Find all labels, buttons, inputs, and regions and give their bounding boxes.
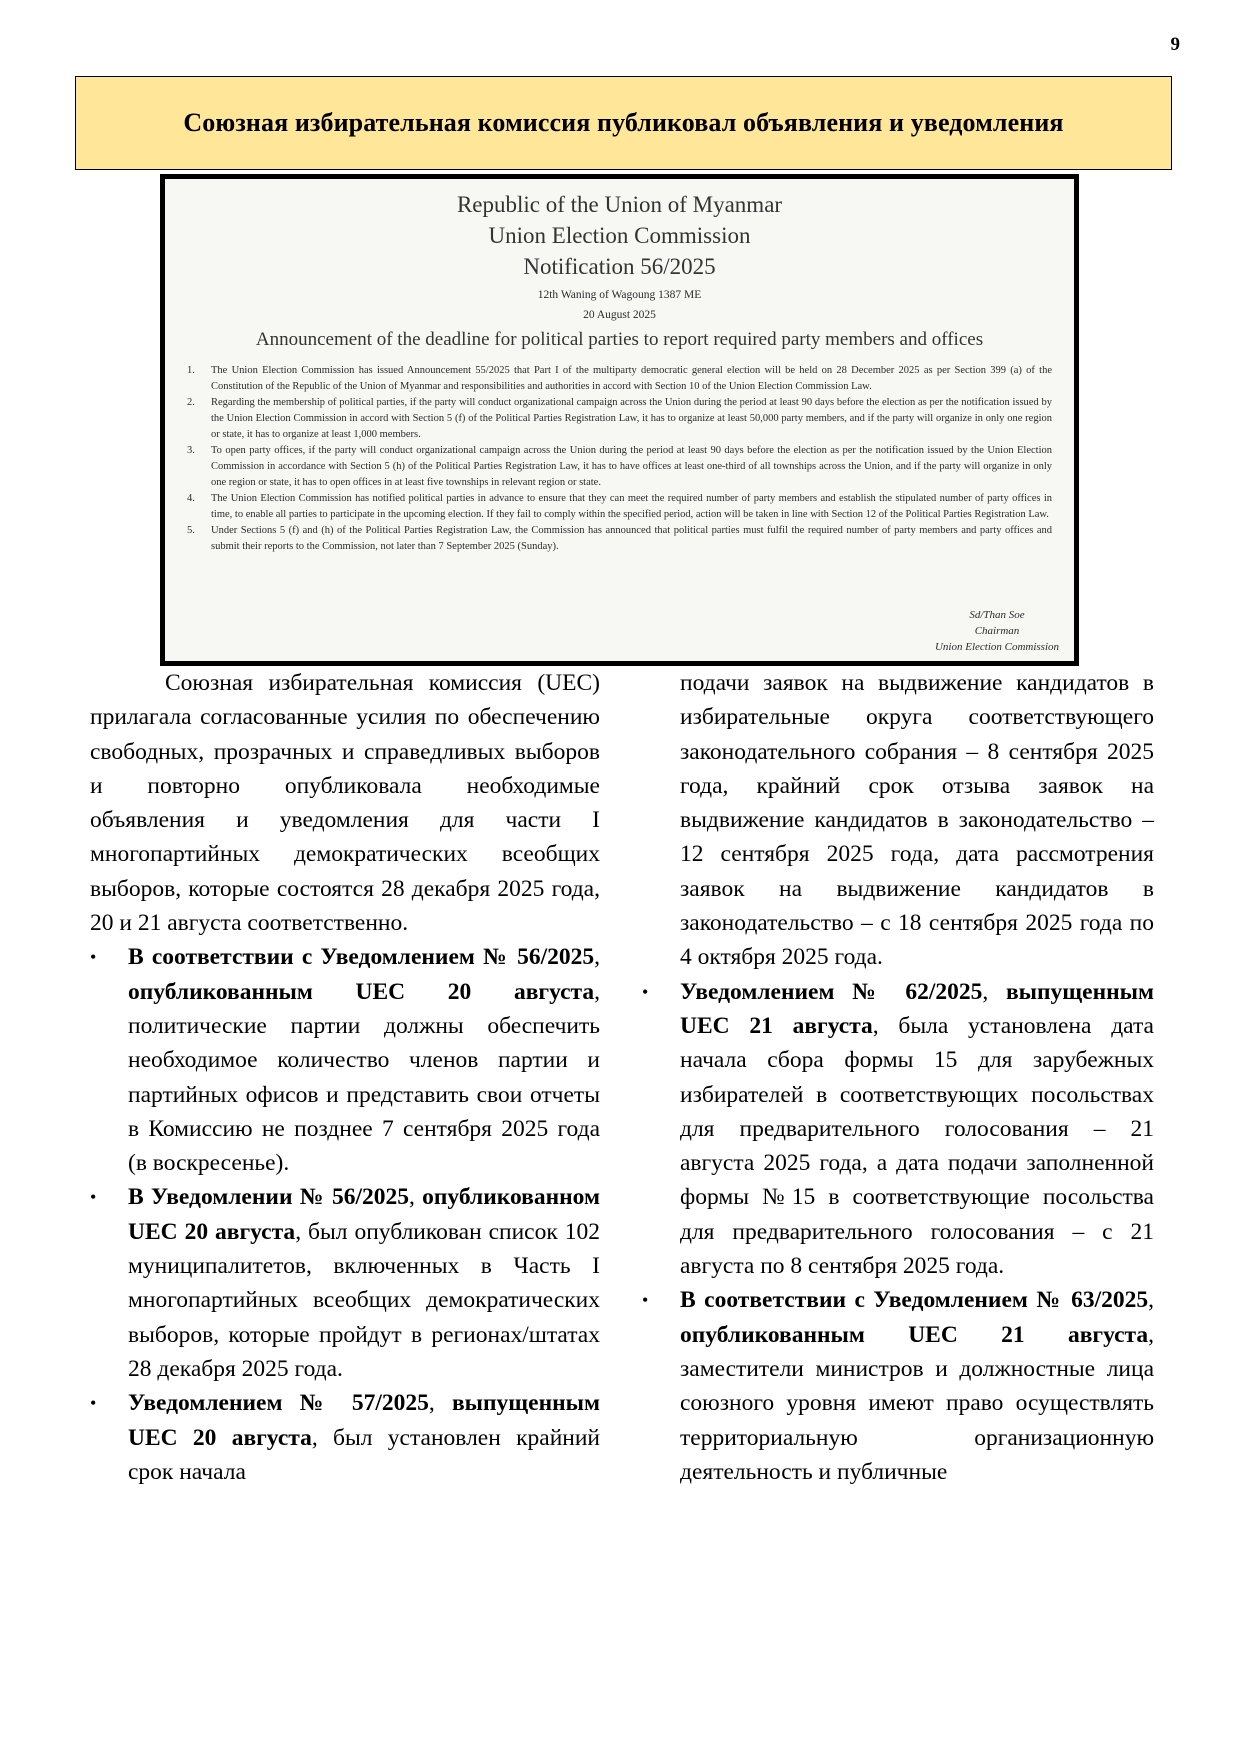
bullet-bold-lead: Уведомлением № 62/2025 — [680, 978, 983, 1005]
notice-item-text: To open party offices, if the party will conduct organizational campaign across the Union during the period at least 90 days before the election as per the notification issued by the Union Election Commission in accordance with Section 5 (h) of the Political Parties Registration Law, it has to have offices at least one-third of all townships across the Union, and if the party will organize in only one region or state, it has to open offices in at least five townships in relevant region or state. — [211, 445, 1052, 488]
bullet-bold-source: выпущенным UEC 20 августа — [128, 1390, 601, 1451]
title-banner — [75, 76, 1172, 170]
notice-item — [187, 363, 1052, 395]
bullet-item — [90, 940, 600, 1180]
bullet-icon: • — [90, 1187, 97, 1208]
notice-item-text: The Union Election Commission has issued Announcement 55/2025 that Part I of the multiparty democratic general election will be held on 28 December 2025 as per Section 399 (a) of the Constitution of the Republic of the Union of Myanmar and responsibilities and authorities in accord with Section 10 of the Union Election Commission Law. — [211, 365, 1052, 392]
notice-date: 20 August 2025 — [583, 309, 656, 321]
bullet-bold-lead: В соответствии с Уведомлением № 63/2025 — [680, 1287, 1149, 1314]
page-number: 9 — [1170, 34, 1180, 55]
notice-item-number: 1. — [187, 365, 195, 376]
notice-item-text: The Union Election Commission has notified political parties in advance to ensure that they can meet the required number of party members and establish the stipulated number of party offices in time, to enable all parties to participate in the upcoming election. If they fail to comply within the specified period, action will be taken in line with Section 12 of the Political Parties Registration Law. — [211, 493, 1052, 520]
notice-subject: Announcement of the deadline for political parties to report required party members and offices — [255, 329, 984, 350]
notice-item-number: 3. — [187, 445, 195, 456]
bullet-item — [90, 1386, 600, 1489]
bullet-bold-lead: В соответствии с Уведомлением № 56/2025 — [128, 944, 595, 971]
notice-item-number: 5. — [187, 525, 195, 536]
bullet-bold-source: опубликованном UEC 20 августа — [128, 1184, 600, 1245]
notice-item — [187, 523, 1052, 555]
left-column — [90, 666, 600, 1489]
signatory-title: Chairman — [974, 625, 1020, 637]
bullet-bold-lead: Уведомлением № 57/2025 — [128, 1390, 429, 1417]
signatory-organization: Union Election Commission — [934, 641, 1060, 653]
notice-item — [187, 395, 1052, 443]
bullet-text: , заместители министров и должностные лица союзного уровня имеют право осуществлять территориальную организационную деятельность и публичные — [680, 1321, 1154, 1485]
bullet-item — [90, 1180, 600, 1386]
bullet-icon: • — [642, 981, 649, 1002]
bullet-icon: • — [90, 1393, 97, 1414]
bullet-separator: , — [982, 978, 1006, 1005]
bullet-separator: , — [428, 1390, 452, 1417]
bullet-bold-source: опубликованным UEC 21 августа — [680, 1321, 1149, 1348]
notice-item-text: Under Sections 5 (f) and (h) of the Political Parties Registration Law, the Commission has announced that political parties must fulfil the required number of party members and party offices and submit their reports to the Commission, not later than 7 September 2025 (Sunday). — [211, 525, 1052, 552]
bullet-bold-source: выпущенным UEC 21 августа — [680, 978, 1155, 1039]
notification-image — [160, 174, 1079, 666]
notice-items — [187, 363, 1052, 555]
notice-header-number: Notification 56/2025 — [523, 254, 716, 279]
notice-item-text: Regarding the membership of political parties, if the party will conduct organizational campaign across the Union during the period at least 90 days before the election as per the notification issued by the Union Election Commission in accord with Section 5 (f) of the Political Parties Registration Law, it has to organize at least 50,000 party members, and if the party will organize in only one region or state, it has to organize at least 1,000 members. — [211, 397, 1052, 440]
bullet-text: , политические партии должны обеспечить необходимое количество членов партии и партийных офисов и представить свои отчеты в Комиссию не позднее 7 сентября 2025 года (в воскресенье). — [128, 978, 600, 1177]
bullet-item — [642, 975, 1155, 1284]
left-bullet-list — [90, 940, 600, 1489]
notice-item — [187, 443, 1052, 491]
bullet-separator: , — [594, 944, 600, 971]
right-column — [642, 666, 1155, 1489]
notice-header-country: Republic of the Union of Myanmar — [456, 192, 783, 217]
notice-item-number: 4. — [187, 493, 195, 504]
notice-header-commission: Union Election Commission — [488, 223, 751, 248]
bullet-text: , был опубликован список 102 муниципалитетов, включенных в Часть I многопартийных всеобщих демократических выборов, которые пройдут в регионах/штатах 28 декабря 2025 года. — [128, 1218, 600, 1382]
bullet-bold-source: опубликованным UEC 20 августа — [128, 978, 595, 1005]
notice-signature — [927, 607, 1067, 655]
bullet-icon: • — [642, 1290, 649, 1311]
continuation-paragraph: подачи заявок на выдвижение кандидатов в избирательные округа соответствующего законодательного собрания – 8 сентября 2025 года, крайний срок отзыва заявок на выдвижение кандидатов в законодательство – 12 сентября 2025 года, дата рассмотрения заявок на выдвижение кандидатов в законодательство – с 18 сентября 2025 года по 4 октября 2025 года. — [680, 670, 1154, 971]
bullet-item — [642, 1283, 1154, 1489]
notice-item — [187, 491, 1052, 523]
bullet-text: , была установлена дата начала сбора формы 15 для зарубежных избирателей в соответствующих посольствах для предварительного голосования – 21 августа 2025 года, а дата подачи заполненной формы №15 в соответствующие посольства для предварительного голосования – с 21 августа по 8 сентября 2025 года. — [680, 1012, 1154, 1280]
notice-date-myanmar: 12th Waning of Wagoung 1387 ME — [537, 289, 702, 301]
bullet-text: , был установлен крайний срок начала — [128, 1424, 600, 1485]
intro-paragraph: Союзная избирательная комиссия (UEC) прилагала согласованные усилия по обеспечению свободных, прозрачных и справедливых выборов и повторно опубликовала необходимые объявления и уведомления для части I многопартийных демократических всеобщих выборов, которые состоятся 28 декабря 2025 года, 20 и 21 августа соответственно. — [90, 670, 600, 937]
bullet-icon: • — [90, 947, 97, 968]
bullet-separator: , — [1148, 1287, 1154, 1314]
signatory-name: Sd/Than Soe — [969, 609, 1025, 621]
bullet-separator: , — [409, 1184, 423, 1211]
bullet-bold-lead: В Уведомлении № 56/2025 — [128, 1184, 410, 1211]
notice-item-number: 2. — [187, 397, 195, 408]
right-bullet-list — [642, 975, 1155, 1489]
page-title: Союзная избирательная комиссия публиковал объявления и уведомления — [183, 108, 1064, 137]
